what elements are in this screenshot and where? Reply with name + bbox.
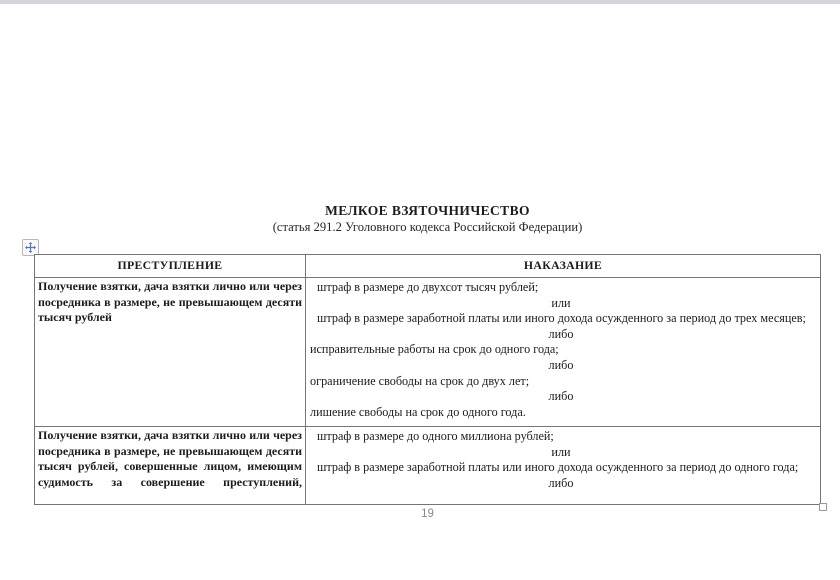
punishment-line: лишение свободы на срок до одного года. <box>310 404 526 419</box>
punishment-line: либо <box>548 357 574 372</box>
punishment-line: ограничение свободы на срок до двух лет; <box>310 373 530 388</box>
page-number: 19 <box>421 508 434 520</box>
punishment-cell[interactable] <box>306 278 820 426</box>
document-subtitle[interactable]: (статья 291.2 Уголовного кодекса Российской Федерации) <box>272 220 583 234</box>
crime-cell[interactable]: Получение взятки, дача взятки лично или через посредника в размере, не превышающем десяти тысяч рублей, совершенные лицом, имеющим судимость за совершение преступлений, <box>35 427 306 504</box>
punishment-cell[interactable] <box>306 427 820 504</box>
punishment-line: штраф в размере заработной платы или иного дохода осужденного за период до одного года; <box>317 460 799 475</box>
punishment-line: либо <box>548 326 574 341</box>
punishment-line: штраф в размере до двухсот тысяч рублей; <box>317 280 539 294</box>
crime-punishment-table <box>34 254 821 505</box>
punishment-line: штраф в размере заработной платы или иного дохода осужденного за период до трех месяцев; <box>317 311 806 326</box>
punishment-line: или <box>551 444 571 459</box>
punishment-line: штраф в размере до одного миллиона рублей; <box>317 429 554 443</box>
document-title[interactable]: МЕЛКОЕ ВЗЯТОЧНИЧЕСТВО <box>325 203 530 218</box>
punishment-line: либо <box>548 389 574 404</box>
punishment-line: или <box>551 295 571 310</box>
move-arrows-icon <box>25 242 36 253</box>
window-top-edge <box>0 0 840 4</box>
header-cell-punishment[interactable]: НАКАЗАНИЕ <box>523 258 603 272</box>
punishment-line: исправительные работы на срок до одного года; <box>310 342 559 357</box>
table-row <box>35 277 820 426</box>
header-cell-crime[interactable]: ПРЕСТУПЛЕНИЕ <box>35 255 306 277</box>
crime-cell[interactable]: Получение взятки, дача взятки лично или через посредника в размере, не превышающем десяти тысяч рублей <box>35 278 306 426</box>
punishment-line: либо <box>548 475 574 490</box>
table-header-row <box>35 255 820 277</box>
table-row <box>35 426 820 504</box>
